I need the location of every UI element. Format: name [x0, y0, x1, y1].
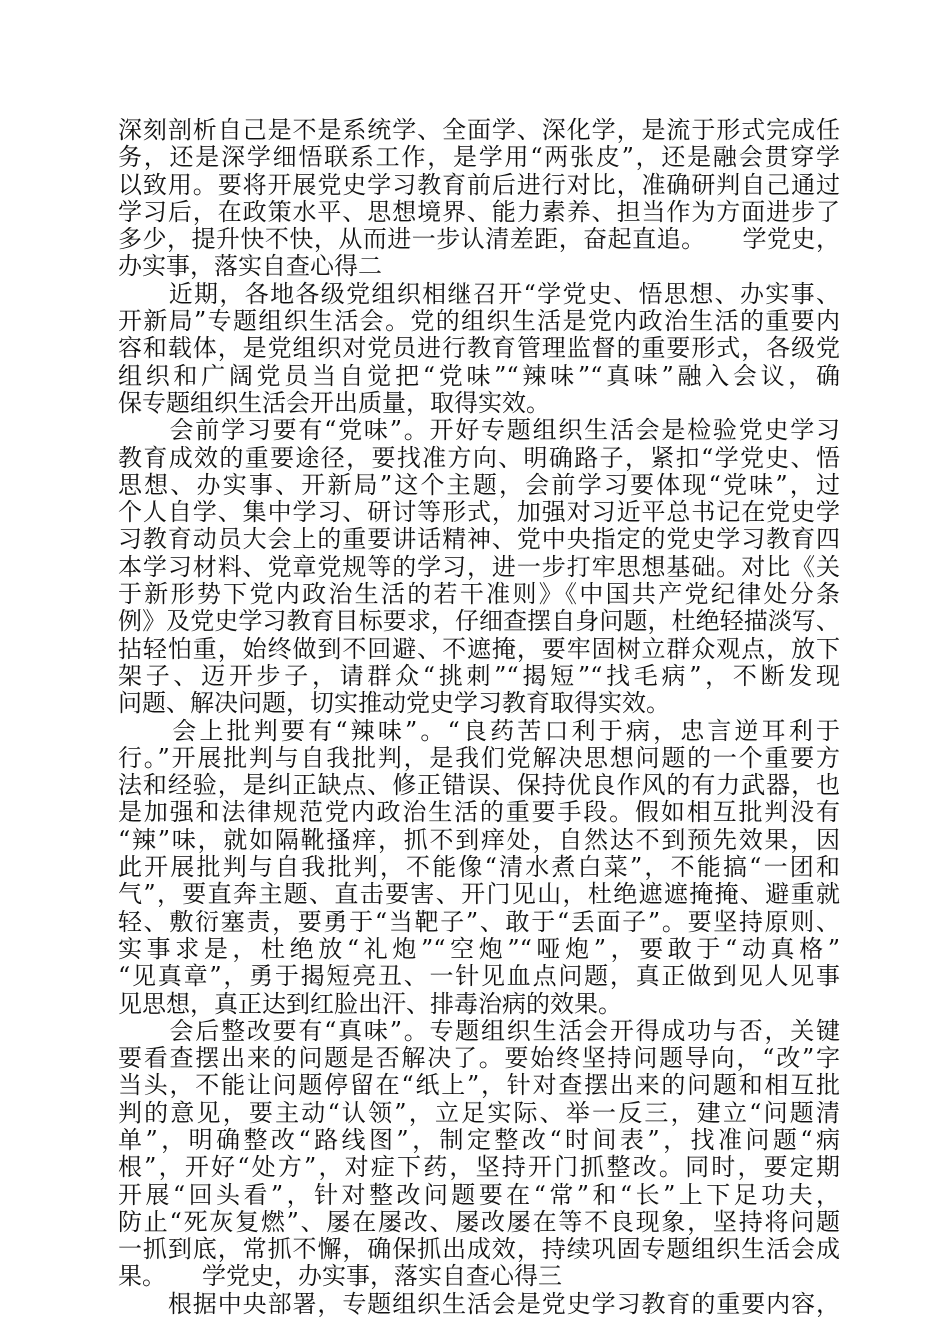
text-line: 果。 学党史，办实事，落实自查心得三 — [118, 1262, 562, 1291]
text-line: “辣”味，就如隔靴搔痒，抓不到痒处，自然达不到预先效果，因 — [118, 825, 840, 854]
text-line: 判的意见，要主动“认领”，立足实际、举一反三，建立“问题清 — [118, 1098, 840, 1127]
text-line: 实事求是，杜绝放“礼炮”“空炮”“哑炮”，要敢于“动真格” — [118, 934, 840, 963]
text-line: 本学习材料、党章党规等的学习，进一步打牢思想基础。对比《关 — [118, 552, 840, 581]
text-line: 问题、解决问题，切实推动党史学习教育取得实效。 — [118, 689, 670, 718]
text-line: 于新形势下党内政治生活的若干准则》《中国共产党纪律处分条 — [118, 580, 840, 609]
text-line: 防止“死灰复燃”、屡在屡改、屡改屡在等不良现象，坚持将问题 — [118, 1207, 840, 1236]
text-line: 组织和广阔党员当自觉把“党味”“辣味”“真味”融入会议，确 — [118, 361, 840, 390]
text-line: 根据中央部署，专题组织生活会是党史学习教育的重要内容， — [118, 1289, 840, 1318]
text-line: 个人自学、集中学习、研讨等形式，加强对习近平总书记在党史学 — [118, 498, 840, 527]
text-line: 以致用。要将开展党史学习教育前后进行对比，准确研判自己通过 — [118, 170, 840, 199]
text-line: 法和经验，是纠正缺点、修正错误、保持优良作风的有力武器，也 — [118, 771, 840, 800]
text-line: 当头，不能让问题停留在“纸上”，针对查摆出来的问题和相互批 — [118, 1071, 840, 1100]
text-line: 会后整改要有“真味”。专题组织生活会开得成功与否，关键 — [118, 1016, 840, 1045]
text-line: 会上批判要有“辣味”。“良药苦口利于病，忠言逆耳利于 — [118, 716, 840, 745]
text-line: 开展“回头看”，针对整改问题要在“常”和“长”上下足功夫， — [118, 1180, 840, 1209]
text-line: 一抓到底，常抓不懈，确保抓出成效，持续巩固专题组织生活会成 — [118, 1235, 840, 1264]
text-line: 办实事，落实自查心得二 — [118, 252, 382, 281]
text-line: 思想、办实事、开新局”这个主题，会前学习要体现“党味”，过 — [118, 470, 840, 499]
text-line: 拈轻怕重，始终做到不回避、不遮掩，要牢固树立群众观点，放下 — [118, 634, 840, 663]
text-line: 会前学习要有“党味”。开好专题组织生活会是检验党史学习 — [118, 416, 840, 445]
document-page — [118, 117, 840, 1318]
text-line: 深刻剖析自己是不是系统学、全面学、深化学，是流于形式完成任 — [118, 116, 840, 144]
text-line: 单”，明确整改“路线图”，制定整改“时间表”，找准问题“病 — [118, 1125, 840, 1154]
text-line: 学习后，在政策水平、思想境界、能力素养、担当作为方面进步了 — [118, 197, 840, 226]
text-line: 务，还是深学细悟联系工作，是学用“两张皮”，还是融会贯穿学 — [118, 143, 840, 172]
text-line: 架子、迈开步子，请群众“挑刺”“揭短”“找毛病”，不断发现 — [118, 661, 840, 690]
text-line: 气”，要直奔主题、直击要害、开门见山，杜绝遮遮掩掩、避重就 — [118, 880, 840, 909]
text-line: 多少，提升快不快，从而进一步认清差距，奋起直追。 学党史， — [118, 225, 840, 254]
text-line: 保专题组织生活会开出质量，取得实效。 — [118, 388, 550, 417]
text-line: 根”，开好“处方”，对症下药，坚持开门抓整改。同时，要定期 — [118, 1153, 840, 1182]
text-line: 行。”开展批判与自我批判，是我们党解决思想问题的一个重要方 — [118, 743, 840, 772]
text-line: 例》及党史学习教育目标要求，仔细查摆自身问题，杜绝轻描淡写、 — [118, 607, 840, 636]
text-line: 习教育动员大会上的重要讲话精神、党中央指定的党史学习教育四 — [118, 525, 840, 554]
text-line: 开新局”专题组织生活会。党的组织生活是党内政治生活的重要内 — [118, 307, 840, 336]
text-line: “见真章”，勇于揭短亮丑、一针见血点问题，真正做到见人见事 — [118, 962, 840, 991]
text-line: 容和载体，是党组织对党员进行教育管理监督的重要形式，各级党 — [118, 334, 840, 363]
text-line: 轻、敷衍塞责，要勇于“当靶子”、敢于“丢面子”。要坚持原则、 — [118, 907, 840, 936]
text-line: 是加强和法律规范党内政治生活的重要手段。假如相互批判没有 — [118, 798, 840, 827]
text-line: 要看查摆出来的问题是否解决了。要始终坚持问题导向，“改”字 — [118, 1044, 840, 1073]
text-line: 此开展批判与自我批判，不能像“清水煮白菜”，不能搞“一团和 — [118, 853, 840, 882]
text-line: 近期，各地各级党组织相继召开“学党史、悟思想、办实事、 — [118, 279, 840, 308]
text-line: 教育成效的重要途径，要找准方向、明确路子，紧扣“学党史、悟 — [118, 443, 840, 472]
text-line: 见思想，真正达到红脸出汗、排毒治病的效果。 — [118, 989, 622, 1018]
